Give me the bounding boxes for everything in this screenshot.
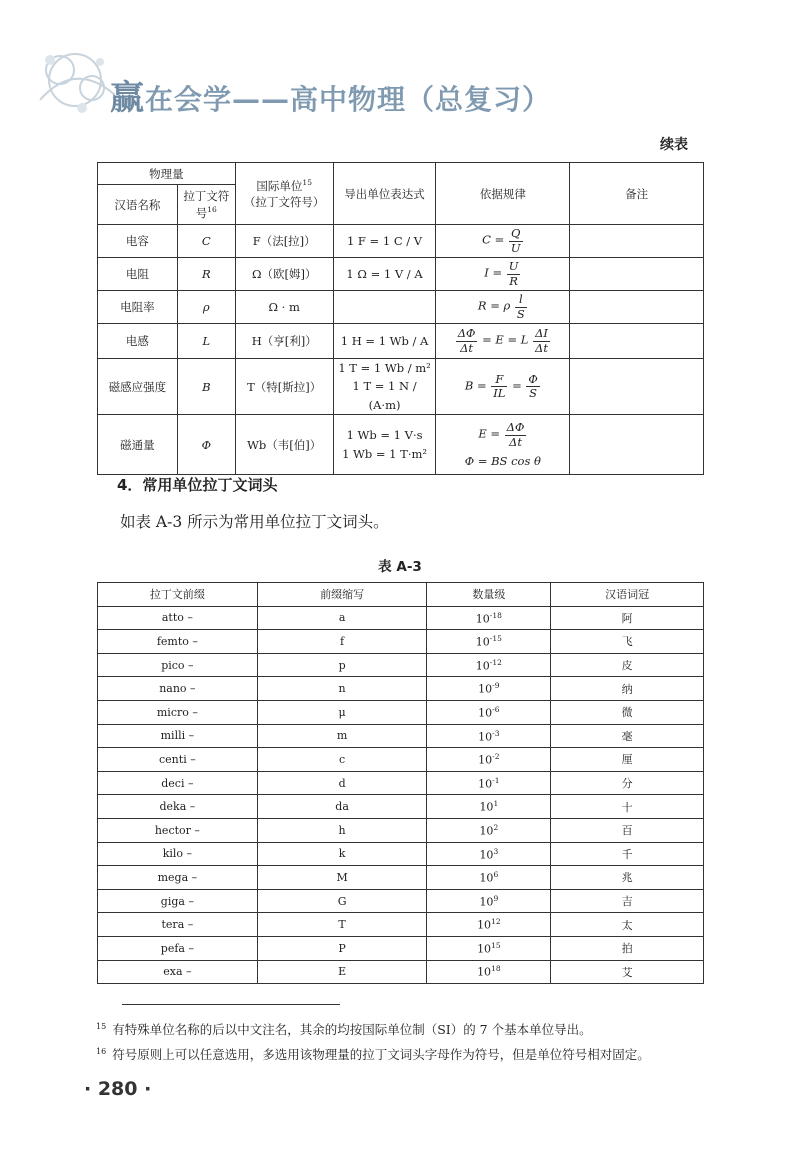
magnitude-cell: $10^{-12}$: [427, 653, 551, 677]
chinese-prefix-cell: 拍: [551, 936, 704, 960]
prefix-cell: exa –: [98, 960, 258, 984]
abbr-cell: k: [257, 842, 427, 866]
prefix-cell: kilo –: [98, 842, 258, 866]
chinese-prefix-cell: 兆: [551, 866, 704, 890]
units-table: [97, 162, 704, 475]
footnote-15: $^{15}$ 有特殊单位名称的后以中文注名，其余的均按国际单位制（SI）的 7 个基本单位导出。: [96, 1021, 592, 1037]
abbr-cell: M: [257, 866, 427, 890]
abbr-cell: m: [257, 724, 427, 748]
prefix-cell: nano –: [98, 677, 258, 701]
table-row: 电容 C F（法[拉]） 1 F = 1 C / V C = $\frac{Q}{U}$: [98, 225, 704, 258]
prefix-cell: tera –: [98, 913, 258, 937]
table-row: [98, 606, 704, 630]
chinese-prefix-cell: 阿: [551, 606, 704, 630]
magnitude-cell: $10^9$: [427, 889, 551, 913]
chinese-prefix-cell: 千: [551, 842, 704, 866]
formula-inductance: $\frac{\Delta\Phi}{\Delta t}$ = E = L $\frac{\Delta I}{\Delta t}$: [436, 324, 570, 359]
magnitude-cell: $10^{-2}$: [427, 748, 551, 772]
abbr-cell: μ: [257, 700, 427, 724]
table-row: 磁通量 Φ Wb（韦[伯]） 1 Wb = 1 V·s 1 Wb = 1 T·m² E = $\frac{\Delta\Phi}{\Delta t}$ Φ = BS cos θ: [98, 415, 704, 475]
prefix-cell: pico –: [98, 653, 258, 677]
abbr-cell: G: [257, 889, 427, 913]
header-si-unit: 国际单位$^{15}$ （拉丁文符号）: [235, 163, 333, 225]
header-quantity-group: 物理量: [98, 163, 236, 185]
magnitude-cell: $10^{-6}$: [427, 700, 551, 724]
prefix-cell: atto –: [98, 606, 258, 630]
abbr-cell: c: [257, 748, 427, 772]
prefix-table: [97, 582, 704, 984]
magnitude-cell: $10^{18}$: [427, 960, 551, 984]
prefix-cell: femto –: [98, 630, 258, 654]
abbr-cell: P: [257, 936, 427, 960]
magnitude-cell: $10^1$: [427, 795, 551, 819]
chinese-prefix-cell: 毫: [551, 724, 704, 748]
table-row: [98, 889, 704, 913]
table-row: [98, 960, 704, 984]
chinese-prefix-cell: 纳: [551, 677, 704, 701]
chinese-prefix-cell: 十: [551, 795, 704, 819]
table-row: [98, 795, 704, 819]
abbr-cell: E: [257, 960, 427, 984]
table-row: [98, 866, 704, 890]
abbr-cell: da: [257, 795, 427, 819]
header-prefix-abbr: 前缀缩写: [257, 583, 427, 607]
table-row: 电阻率 ρ Ω · m R = ρ $\frac{l}{S}$: [98, 291, 704, 324]
prefix-cell: mega –: [98, 866, 258, 890]
formula-magnetic-induction: B = $\frac{F}{IL}$ = $\frac{\Phi}{S}$: [436, 359, 570, 415]
header-magnitude: 数量级: [427, 583, 551, 607]
table-caption: 表 A-3: [378, 559, 422, 575]
prefix-cell: deci –: [98, 771, 258, 795]
abbr-cell: p: [257, 653, 427, 677]
table-row: [98, 700, 704, 724]
chinese-prefix-cell: 飞: [551, 630, 704, 654]
header-latin-prefix: 拉丁文前缀: [98, 583, 258, 607]
magnitude-cell: $10^{12}$: [427, 913, 551, 937]
chinese-prefix-cell: 皮: [551, 653, 704, 677]
table-row: [98, 842, 704, 866]
abbr-cell: T: [257, 913, 427, 937]
table-row: [98, 936, 704, 960]
chinese-prefix-cell: 太: [551, 913, 704, 937]
magnitude-cell: $10^6$: [427, 866, 551, 890]
table-row: [98, 724, 704, 748]
header-ornament-icon: [30, 40, 120, 120]
table-row: [98, 913, 704, 937]
prefix-cell: centi –: [98, 748, 258, 772]
table-row: [98, 748, 704, 772]
abbr-cell: f: [257, 630, 427, 654]
header-law: 依据规律: [436, 163, 570, 225]
magnitude-cell: $10^{-15}$: [427, 630, 551, 654]
prefix-cell: micro –: [98, 700, 258, 724]
chinese-prefix-cell: 厘: [551, 748, 704, 772]
magnitude-cell: $10^{-9}$: [427, 677, 551, 701]
prefix-cell: giga –: [98, 889, 258, 913]
table-row: [98, 653, 704, 677]
chinese-prefix-cell: 吉: [551, 889, 704, 913]
abbr-cell: h: [257, 818, 427, 842]
continued-label: 续表: [660, 137, 688, 153]
page-number: · 280 ·: [84, 1078, 152, 1100]
header-latin-symbol: 拉丁文符号$^{16}$: [177, 185, 235, 225]
table-row: [98, 677, 704, 701]
magnitude-cell: $10^{15}$: [427, 936, 551, 960]
magnitude-cell: $10^{-3}$: [427, 724, 551, 748]
formula-resistivity: R = ρ $\frac{l}{S}$: [436, 291, 570, 324]
magnitude-cell: $10^{-18}$: [427, 606, 551, 630]
table-row: 电感 L H（亨[利]） 1 H = 1 Wb / A $\frac{\Delta\Phi}{\Delta t}$ = E = L $\frac{\Delta I}{\Delta t}$: [98, 324, 704, 359]
table-row: [98, 771, 704, 795]
footnote-rule: [122, 1004, 340, 1005]
table-row: 电阻 R Ω（欧[姆]） 1 Ω = 1 V / A I = $\frac{U}{R}$: [98, 258, 704, 291]
header-chinese-name: 汉语名称: [98, 185, 178, 225]
header-remark: 备注: [570, 163, 704, 225]
section-title: 4．常用单位拉丁文词头: [117, 476, 278, 494]
section-intro: 如表 A-3 所示为常用单位拉丁文词头。: [120, 513, 389, 531]
magnitude-cell: $10^{-1}$: [427, 771, 551, 795]
magnitude-cell: $10^3$: [427, 842, 551, 866]
prefix-cell: pefa –: [98, 936, 258, 960]
formula-resistance: I = $\frac{U}{R}$: [436, 258, 570, 291]
formula-magnetic-flux: E = $\frac{\Delta\Phi}{\Delta t}$ Φ = BS cos θ: [436, 415, 570, 475]
prefix-cell: hector –: [98, 818, 258, 842]
magnitude-cell: $10^2$: [427, 818, 551, 842]
chinese-prefix-cell: 艾: [551, 960, 704, 984]
chinese-prefix-cell: 百: [551, 818, 704, 842]
abbr-cell: d: [257, 771, 427, 795]
abbr-cell: a: [257, 606, 427, 630]
chinese-prefix-cell: 分: [551, 771, 704, 795]
table-row: 磁感应强度 B T（特[斯拉]） 1 T = 1 Wb / m² 1 T = 1 N / (A·m) B = $\frac{F}{IL}$ = $\frac{\Phi}{S}$: [98, 359, 704, 415]
header-derived: 导出单位表达式: [333, 163, 436, 225]
header-title: 赢在会学——高中物理（总复习）: [110, 78, 552, 118]
abbr-cell: n: [257, 677, 427, 701]
chinese-prefix-cell: 微: [551, 700, 704, 724]
formula-capacitance: C = $\frac{Q}{U}$: [436, 225, 570, 258]
table-row: [98, 818, 704, 842]
prefix-cell: milli –: [98, 724, 258, 748]
footnote-16: $^{16}$ 符号原则上可以任意选用，多选用该物理量的拉丁文词头字母作为符号，但是单位符号相对固定。: [96, 1046, 650, 1062]
table-row: [98, 630, 704, 654]
header-chinese-prefix: 汉语词冠: [551, 583, 704, 607]
prefix-cell: deka –: [98, 795, 258, 819]
